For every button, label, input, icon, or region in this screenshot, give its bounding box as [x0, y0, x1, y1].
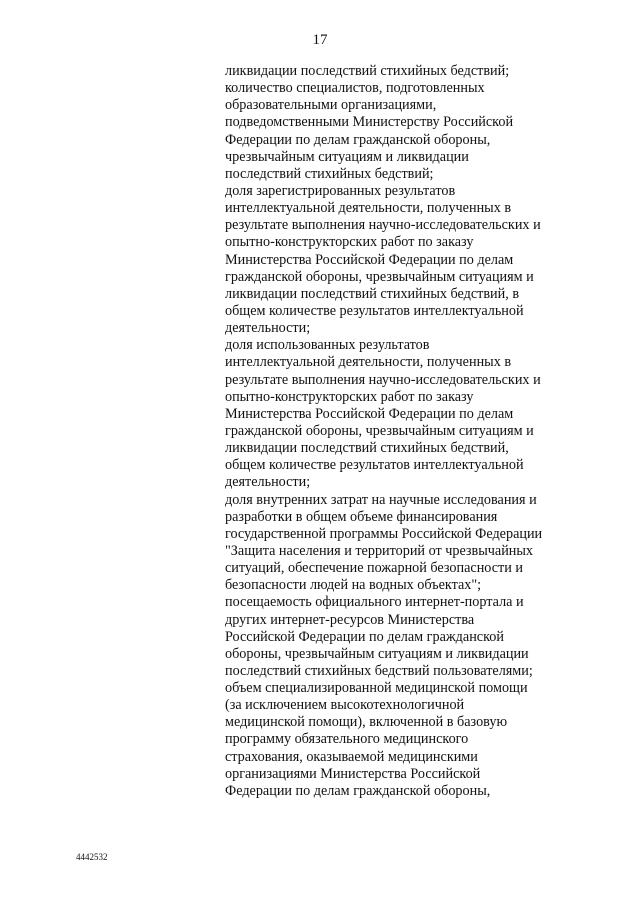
text-line: доля внутренних затрат на научные исследования и: [225, 491, 537, 508]
text-line: посещаемость официального интернет-портала и: [225, 594, 524, 611]
text-line: объем специализированной медицинской помощи: [225, 680, 528, 697]
text-line: результате выполнения научно-исследовательских и: [225, 371, 541, 388]
text-line: обороны, чрезвычайным ситуациям и ликвидации: [225, 645, 529, 662]
text-line: чрезвычайным ситуациям и ликвидации: [225, 148, 469, 165]
text-line: общем количестве результатов интеллектуальной: [225, 457, 524, 474]
text-line: деятельности;: [225, 474, 311, 491]
text-line: результате выполнения научно-исследовательских и: [225, 217, 541, 234]
text-line: интеллектуальной деятельности, полученных в: [225, 354, 512, 371]
text-line: других интернет-ресурсов Министерства: [225, 611, 475, 628]
document-code: 4442532: [76, 852, 108, 862]
text-line: опытно-конструкторских работ по заказу: [225, 234, 474, 251]
text-line: Федерации по делам гражданской обороны,: [225, 782, 491, 799]
text-line: ликвидации последствий стихийных бедствий, в: [225, 285, 520, 302]
text-line: медицинской помощи), включенной в базовую: [225, 714, 508, 731]
text-line: "Защита населения и территорий от чрезвычайных: [225, 542, 534, 559]
text-line: (за исключением высокотехнологичной: [225, 697, 465, 714]
text-line: ликвидации последствий стихийных бедствий,: [225, 440, 509, 457]
text-line: общем количестве результатов интеллектуальной: [225, 302, 524, 319]
text-line: доля использованных результатов: [225, 337, 430, 354]
text-line: интеллектуальной деятельности, полученных в: [225, 200, 512, 217]
text-line: ликвидации последствий стихийных бедствий;: [225, 63, 510, 79]
text-line: Министерства Российской Федерации по делам: [225, 251, 514, 268]
text-line: организациями Министерства Российской: [225, 765, 481, 782]
text-line: государственной программы Российской Федерации: [225, 525, 543, 542]
text-line: программу обязательного медицинского: [225, 731, 469, 748]
text-line: разработки в общем объеме финансирования: [225, 508, 498, 525]
page-number: 17: [312, 32, 328, 48]
text-line: деятельности;: [225, 320, 311, 337]
text-line: безопасности людей на водных объектах";: [225, 577, 482, 594]
text-line: ситуаций, обеспечение пожарной безопасности и: [225, 560, 523, 577]
text-line: опытно-конструкторских работ по заказу: [225, 388, 474, 405]
text-line: количество специалистов, подготовленных: [225, 80, 485, 97]
body-text: [225, 63, 585, 800]
text-line: страхования, оказываемой медицинскими: [225, 748, 478, 765]
text-line: гражданской обороны, чрезвычайным ситуациям и: [225, 268, 534, 285]
text-line: доля зарегистрированных результатов: [225, 182, 456, 199]
text-line: Российской Федерации по делам гражданской: [225, 628, 504, 645]
text-line: Федерации по делам гражданской обороны,: [225, 131, 491, 148]
text-line: образовательными организациями,: [225, 97, 437, 114]
text-line: Министерства Российской Федерации по делам: [225, 405, 514, 422]
text-line: последствий стихийных бедствий;: [225, 165, 434, 182]
text-line: подведомственными Министерству Российской: [225, 114, 514, 131]
text-line: последствий стихийных бедствий пользователями;: [225, 662, 533, 679]
text-line: гражданской обороны, чрезвычайным ситуациям и: [225, 422, 534, 439]
